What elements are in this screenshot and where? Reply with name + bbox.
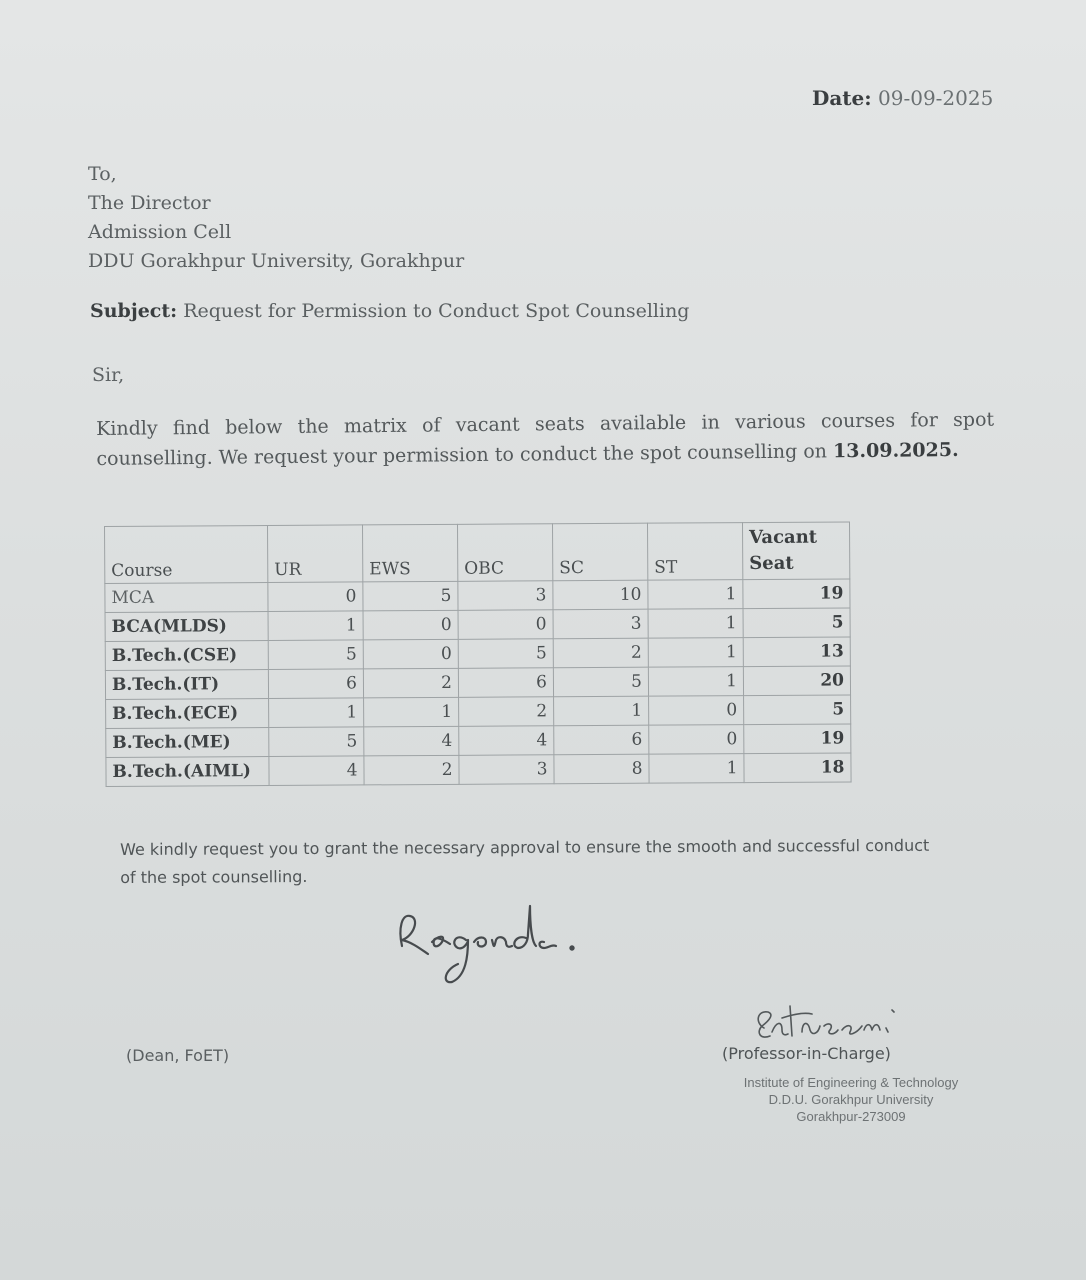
- handwritten-professor-signature: [742, 1000, 942, 1050]
- header-ews: EWS: [362, 524, 457, 582]
- cell-ur: 1: [269, 698, 364, 728]
- cell-st: 1: [648, 580, 743, 610]
- table-header-row: [105, 522, 850, 584]
- cell-obc: 5: [458, 639, 553, 669]
- cell-course: BCA(MLDS): [105, 611, 268, 641]
- salutation: Sir,: [92, 364, 125, 386]
- cell-st: 1: [648, 638, 743, 668]
- stamp-line: Gorakhpur-273009: [796, 1109, 906, 1124]
- cell-sc: 1: [554, 696, 649, 726]
- cell-ur: 5: [269, 727, 364, 757]
- cell-sc: 8: [554, 754, 649, 784]
- stamp-line: Institute of Engineering & Technology: [743, 1075, 959, 1090]
- cell-ews: 5: [363, 581, 458, 611]
- cell-vacant: 5: [744, 695, 851, 725]
- cell-sc: 10: [553, 580, 648, 610]
- table-row: [105, 608, 850, 642]
- cell-ur: 0: [268, 582, 363, 612]
- cell-course: B.Tech.(AIML): [106, 756, 269, 786]
- cell-course: B.Tech.(CSE): [105, 640, 268, 670]
- cell-vacant: 5: [743, 608, 850, 638]
- cell-st: 1: [648, 609, 743, 639]
- cell-st: 0: [649, 696, 744, 726]
- cell-vacant: 19: [744, 724, 851, 754]
- address-line: The Director: [88, 192, 211, 214]
- cell-ur: 6: [268, 669, 363, 699]
- cell-obc: 4: [459, 726, 554, 756]
- cell-ur: 1: [268, 611, 363, 641]
- closing-request: We kindly request you to grant the necessary approval to ensure the smooth and successful conduct of the spot counselling.: [120, 835, 930, 887]
- table-row: [106, 753, 851, 787]
- table-row: [105, 579, 850, 613]
- cell-ews: 2: [364, 755, 459, 785]
- address-line: DDU Gorakhpur University, Gorakhpur: [88, 250, 465, 272]
- table-row: [105, 666, 850, 700]
- address-line: To,: [88, 163, 117, 185]
- body-paragraph: [96, 405, 995, 474]
- cell-obc: 0: [458, 610, 553, 640]
- cell-ews: 0: [363, 610, 458, 640]
- cell-course: B.Tech.(ME): [106, 727, 269, 757]
- cell-vacant: 18: [744, 753, 851, 783]
- cell-vacant: 13: [743, 637, 850, 667]
- cell-ews: 4: [364, 726, 459, 756]
- header-ur: UR: [268, 525, 363, 583]
- cell-obc: 3: [459, 755, 554, 785]
- cell-ews: 0: [363, 639, 458, 669]
- vacant-seats-table: [104, 521, 852, 787]
- counselling-date: 13.09.2025.: [832, 438, 959, 463]
- cell-obc: 6: [458, 668, 553, 698]
- recipient-address: [88, 160, 464, 276]
- cell-obc: 3: [458, 581, 553, 611]
- letter-date: Date: 09-09-2025: [812, 86, 994, 110]
- table-row: [105, 637, 850, 671]
- cell-st: 1: [649, 754, 744, 784]
- cell-vacant: 19: [743, 579, 850, 609]
- cell-sc: 6: [554, 725, 649, 755]
- cell-st: 1: [648, 667, 743, 697]
- handwritten-regards-signature: [388, 896, 618, 991]
- header-obc: OBC: [457, 524, 552, 582]
- cell-course: B.Tech.(IT): [105, 669, 268, 699]
- subject-text: Request for Permission to Conduct Spot Counselling: [183, 300, 690, 322]
- cell-course: B.Tech.(ECE): [106, 698, 269, 728]
- header-st: ST: [647, 523, 742, 581]
- header-course: Course: [105, 526, 268, 584]
- institute-stamp: [706, 1074, 996, 1125]
- body-text: Kindly find below the matrix of vacant seats available in various courses for spot counselling. We request your permission to conduct the spot counselling on: [96, 408, 995, 470]
- stamp-line: D.D.U. Gorakhpur University: [768, 1092, 934, 1107]
- header-sc: SC: [552, 523, 647, 581]
- cell-vacant: 20: [743, 666, 850, 696]
- cell-sc: 5: [553, 667, 648, 697]
- table-row: [106, 724, 851, 758]
- cell-st: 0: [649, 725, 744, 755]
- cell-obc: 2: [459, 697, 554, 727]
- table-row: [106, 695, 851, 729]
- cell-ur: 5: [268, 640, 363, 670]
- address-line: Admission Cell: [88, 221, 232, 243]
- cell-sc: 2: [553, 638, 648, 668]
- cell-ur: 4: [269, 756, 364, 786]
- cell-sc: 3: [553, 609, 648, 639]
- cell-ews: 1: [364, 697, 459, 727]
- cell-ews: 2: [363, 668, 458, 698]
- dean-signatory: (Dean, FoET): [126, 1046, 230, 1065]
- professor-in-charge: (Professor-in-Charge): [722, 1044, 891, 1063]
- subject-line: [90, 300, 689, 322]
- subject-label: Subject:: [90, 300, 178, 322]
- header-vacant-seat: Vacant Seat: [742, 522, 849, 580]
- cell-course: MCA: [105, 583, 268, 613]
